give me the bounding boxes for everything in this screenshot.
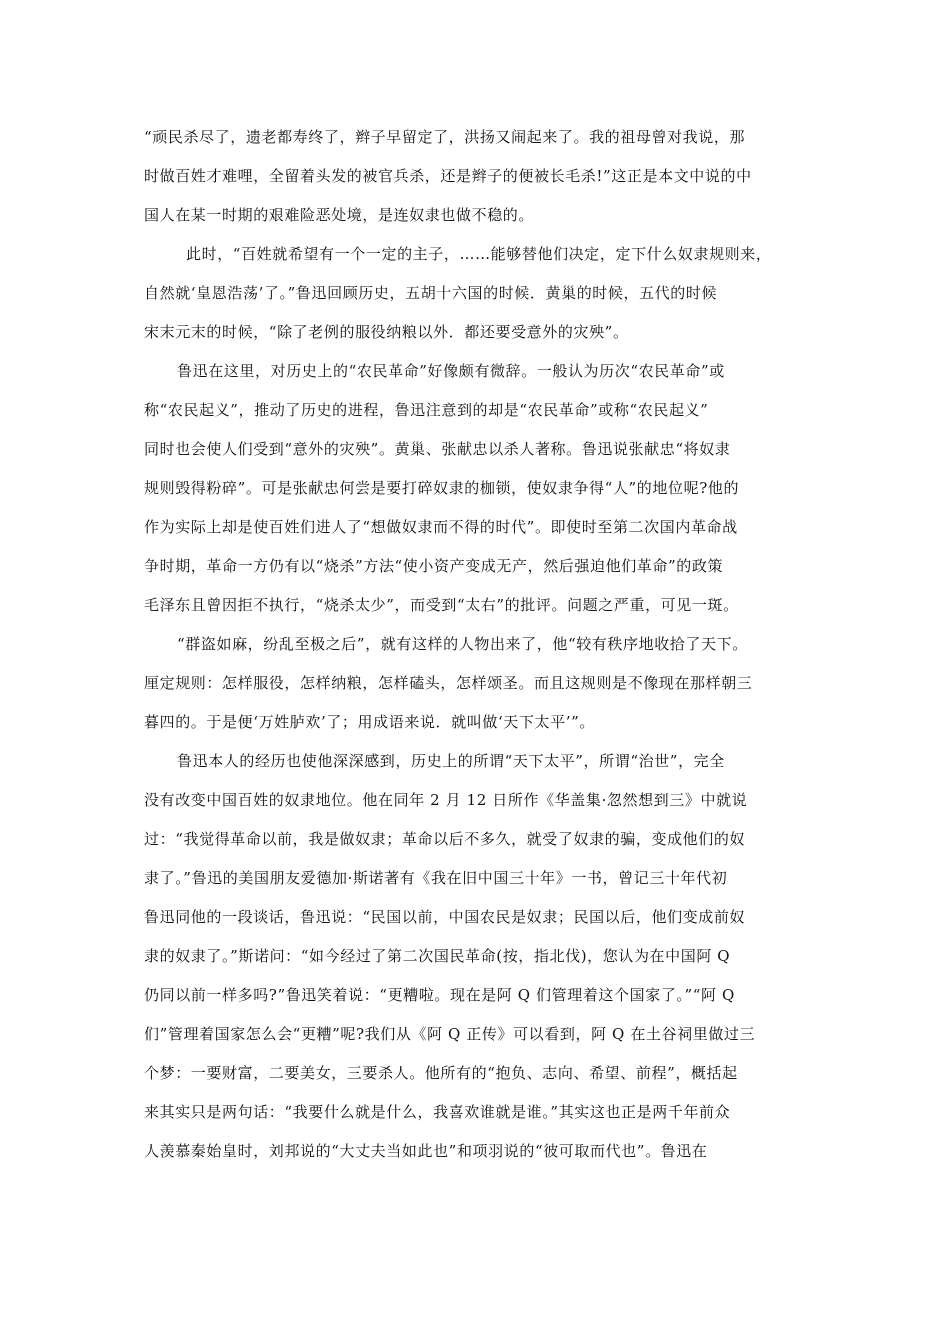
text-line: 国人在某一时期的艰难险恶处境，是连奴隶也做不稳的。 (144, 206, 535, 224)
text-line: 鲁迅同他的一段谈话，鲁迅说：“民国以前，中国农民是奴隶；民国以后，他们变成前奴 (144, 908, 746, 926)
text-line: 个梦：一要财富，二要美女，三要杀人。他所有的“抱负、志向、希望、前程”，概括起 (144, 1064, 738, 1082)
text-line: 人羡慕秦始皇时，刘邦说的“大丈夫当如此也”和项羽说的“彼可取而代也”。鲁迅在 (144, 1142, 708, 1160)
text-line: 争时期，革命一方仍有以“烧杀”方法“使小资产变成无产，然后强迫他们革命”的政策 (144, 557, 724, 575)
text-line: 隶了。”鲁迅的美国朋友爱德加·斯诺著有《我在旧中国三十年》一书，曾记三十年代初 (144, 869, 728, 887)
text-line: 来其实只是两句话：“我要什么就是什么，我喜欢谁就是谁。”其实这也正是两千年前众 (144, 1103, 731, 1121)
text-line: 厘定规则：怎样服役，怎样纳粮，怎样磕头，怎样颂圣。而且这规则是不像现在那样朝三 (144, 674, 753, 692)
text-line: 时做百姓才难哩，全留着头发的被官兵杀，还是辫子的便被长毛杀!”这正是本文中说的中 (144, 167, 752, 185)
text-line: 没有改变中国百姓的奴隶地位。他在同年 2 月 12 日所作《华盖集·忽然想到三》中就说 (144, 791, 748, 809)
text-line: 作为实际上却是使百姓们进人了“想做奴隶而不得的时代”。即使时至第二次国内革命战 (144, 518, 738, 536)
text-line: 隶的奴隶了。”斯诺问：“如今经过了第二次国民革命(按，指北伐)，您认为在中国阿 Q (144, 947, 731, 965)
body-text (144, 118, 812, 1171)
text-line: 同时也会使人们受到“意外的灾殃”。黄巢、张献忠以杀人著称。鲁迅说张献忠“将奴隶 (144, 440, 731, 458)
text-line: 宋末元末的时候，“除了老例的服役纳粮以外．都还要受意外的灾殃”。 (144, 323, 629, 341)
paragraph-first-line: 鲁迅本人的经历也使他深深感到，历史上的所谓“天下太平”，所谓“治世”，完全 (177, 752, 725, 770)
paragraph-first-line: 此时，“百姓就希望有一个一定的主子，……能够替他们决定，定下什么奴隶规则来， (186, 245, 772, 263)
text-line: 称“农民起义”，推动了历史的进程，鲁迅注意到的却是“农民革命”或称“农民起义” (144, 401, 709, 419)
paragraph-first-line: “群盗如麻，纷乱至极之后”，就有这样的人物出来了，他“较有秩序地收拾了天下。 (177, 635, 748, 653)
text-line: “顽民杀尽了，遗老都寿终了，辫子早留定了，洪扬又闹起来了。我的祖母曾对我说，那 (144, 128, 746, 146)
paragraph-first-line: 鲁迅在这里，对历史上的“农民革命”好像颇有微辞。一般认为历次“农民革命”或 (177, 362, 725, 380)
text-line: 自然就‘皇恩浩荡’了。”鲁迅回顾历史，五胡十六国的时候．黄巢的时候，五代的时候 (144, 284, 718, 302)
text-line: 规则毁得粉碎”。可是张献忠何尝是要打碎奴隶的枷锁，使奴隶争得“人”的地位呢?他的 (144, 479, 740, 497)
text-line: 们”管理着国家怎么会“更糟”呢?我们从《阿 Q 正传》可以看到，阿 Q 在土谷祠里做过三 (144, 1025, 756, 1043)
text-line: 暮四的。于是便‘万姓胪欢’了；用成语来说．就叫做‘天下太平’”。 (144, 713, 595, 731)
text-line: 毛泽东且曾因拒不执行，“烧杀太少”，而受到“太右”的批评。问题之严重，可见一斑。 (144, 596, 739, 614)
text-line: 仍同以前一样多吗?”鲁迅笑着说：“更糟啦。现在是阿 Q 们管理着这个国家了。”“阿 Q (144, 986, 735, 1004)
text-line: 过：“我觉得革命以前，我是做奴隶；革命以后不多久，就受了奴隶的骗，变成他们的奴 (144, 830, 746, 848)
